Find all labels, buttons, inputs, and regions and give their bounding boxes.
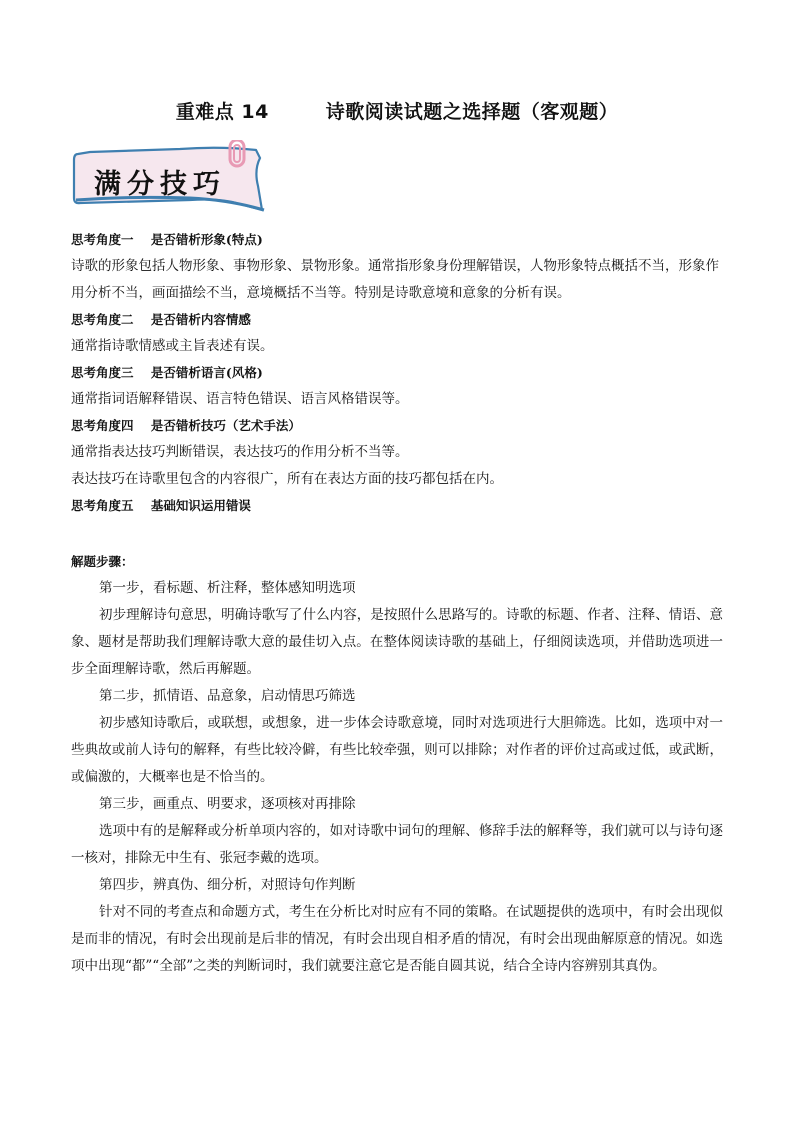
step-title: 第一步，看标题、析注释，整体感知明选项 — [99, 580, 356, 596]
angle-heading: 思考角度二 是否错析内容情感 — [71, 312, 251, 327]
step-body: 初步理解诗句意思，明确诗歌写了什么内容，是按照什么思路写的。诗歌的标题、作者、注释、情语、意象、题材是帮助我们理解诗歌大意的最佳切入点。在整体阅读诗歌的基础上，仔细阅读选项，并借助选项进一步全面理解诗歌，然后再解题。 — [71, 607, 723, 677]
angle-section — [71, 360, 723, 413]
angle-section — [71, 493, 723, 519]
step — [71, 575, 723, 683]
angle-section — [71, 413, 723, 493]
step — [71, 791, 723, 872]
angle-paragraph: 通常指诗歌情感或主旨表述有误。 — [71, 338, 274, 354]
step-title: 第四步，辨真伪、细分析，对照诗句作判断 — [99, 877, 356, 893]
angle-section — [71, 227, 723, 307]
banner-title: 满分技巧 — [94, 169, 226, 200]
angle-paragraph: 表达技巧在诗歌里包含的内容很广，所有在表达方面的技巧都包括在内。 — [71, 471, 503, 487]
angle-heading: 思考角度四 是否错析技巧（艺术手法） — [71, 418, 301, 433]
angle-section — [71, 307, 723, 360]
step-body: 选项中有的是解释或分析单项内容的，如对诗歌中词句的理解、修辞手法的解释等，我们就可以与诗句逐一核对，排除无中生有、张冠李戴的选项。 — [71, 823, 723, 866]
angle-heading: 思考角度三 是否错析语言(风格) — [71, 365, 263, 380]
step — [71, 872, 723, 980]
steps-label: 解题步骤： — [71, 554, 134, 569]
step-title: 第三步，画重点、明要求，逐项核对再排除 — [99, 796, 356, 812]
step-body: 初步感知诗歌后，或联想，或想象，进一步体会诗歌意境，同时对选项进行大胆筛选。比如，选项中对一些典故或前人诗句的解释，有些比较冷僻，有些比较牵强，则可以排除；对作者的评价过高或过低，或武断，或偏激的，大概率也是不恰当的。 — [71, 715, 723, 785]
angle-paragraph: 通常指表达技巧判断错误，表达技巧的作用分析不当等。 — [71, 444, 409, 460]
step — [71, 683, 723, 791]
page-title: 重难点 14 诗歌阅读试题之选择题（客观题） — [175, 101, 619, 123]
document-body — [71, 227, 723, 980]
angle-paragraph: 诗歌的形象包括人物形象、事物形象、景物形象。通常指形象身份理解错误，人物形象特点概括不当，形象作用分析不当，画面描绘不当，意境概括不当等。特别是诗歌意境和意象的分析有误。 — [71, 258, 719, 301]
step-title: 第二步，抓情语、品意象，启动情思巧筛选 — [99, 688, 356, 704]
angle-paragraph: 通常指词语解释错误、语言特色错误、语言风格错误等。 — [71, 391, 409, 407]
angle-heading: 思考角度一 是否错析形象(特点) — [71, 232, 263, 247]
angle-heading: 思考角度五 基础知识运用错误 — [71, 498, 251, 513]
step-body: 针对不同的考查点和命题方式，考生在分析比对时应有不同的策略。在试题提供的选项中，有时会出现似是而非的情况，有时会出现前是后非的情况，有时会出现自相矛盾的情况，有时会出现曲解原意的情况。如选项中出现“都”“全部”之类的判断词时，我们就要注意它是否能自圆其说，结合全诗内容辨别其真伪。 — [71, 904, 723, 974]
banner — [70, 140, 270, 212]
